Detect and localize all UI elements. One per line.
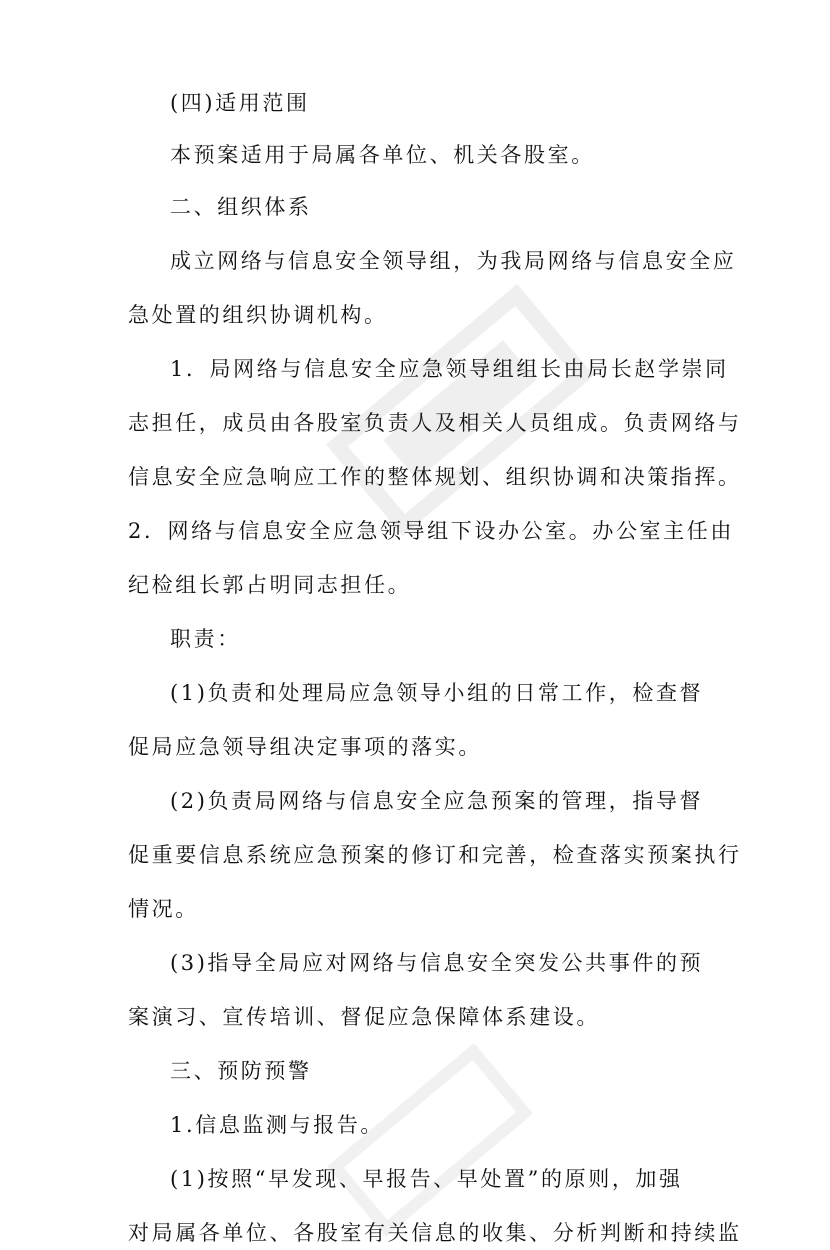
duty-3-line: (3)指导全局应对网络与信息安全突发公共事件的预 [170, 951, 704, 975]
duty-2-line: (2)负责局网络与信息安全应急预案的管理，指导督 [170, 789, 704, 813]
list-item-2-line: 纪检组长郭占明同志担任。 [128, 573, 412, 597]
duties-heading: 职责： [170, 627, 241, 651]
duty-2-line: 情况。 [128, 897, 199, 921]
section-heading-scope: (四)适用范围 [170, 91, 310, 115]
duty-1-line: 促局应急领导组决定事项的落实。 [128, 735, 482, 759]
duty-1-line: (1)负责和处理局应急领导小组的日常工作，检查督 [170, 681, 704, 705]
monitoring-item-1-line: (1)按照“早发现、早报告、早处置”的原则，加强 [170, 1167, 683, 1191]
subsection-monitoring: 1.信息监测与报告。 [170, 1113, 385, 1137]
monitoring-item-1-line: 对局属各单位、各股室有关信息的收集、分析判断和持续监 [128, 1221, 742, 1245]
section-heading-prevention: 三、预防预警 [170, 1059, 312, 1083]
paragraph-scope: 本预案适用于局属各单位、机关各股室。 [170, 143, 595, 167]
list-item-1-line: 志担任，成员由各股室负责人及相关人员组成。负责网络与 [128, 411, 742, 435]
duty-3-line: 案演习、宣传培训、督促应急保障体系建设。 [128, 1005, 600, 1029]
list-item-1-line: 信息安全应急响应工作的整体规划、组织协调和决策指挥。 [128, 465, 742, 489]
paragraph-line: 成立网络与信息安全领导组，为我局网络与信息安全应 [170, 249, 737, 273]
duty-2-line: 促重要信息系统应急预案的修订和完善，检查落实预案执行 [128, 843, 742, 867]
paragraph-line: 急处置的组织协调机构。 [128, 303, 388, 327]
section-heading-organization: 二、组织体系 [170, 195, 312, 219]
list-item-1-line: 1．局网络与信息安全应急领导组组长由局长赵学崇同 [170, 357, 729, 381]
list-item-2-line: 2．网络与信息安全应急领导组下设办公室。办公室主任由 [128, 519, 734, 543]
